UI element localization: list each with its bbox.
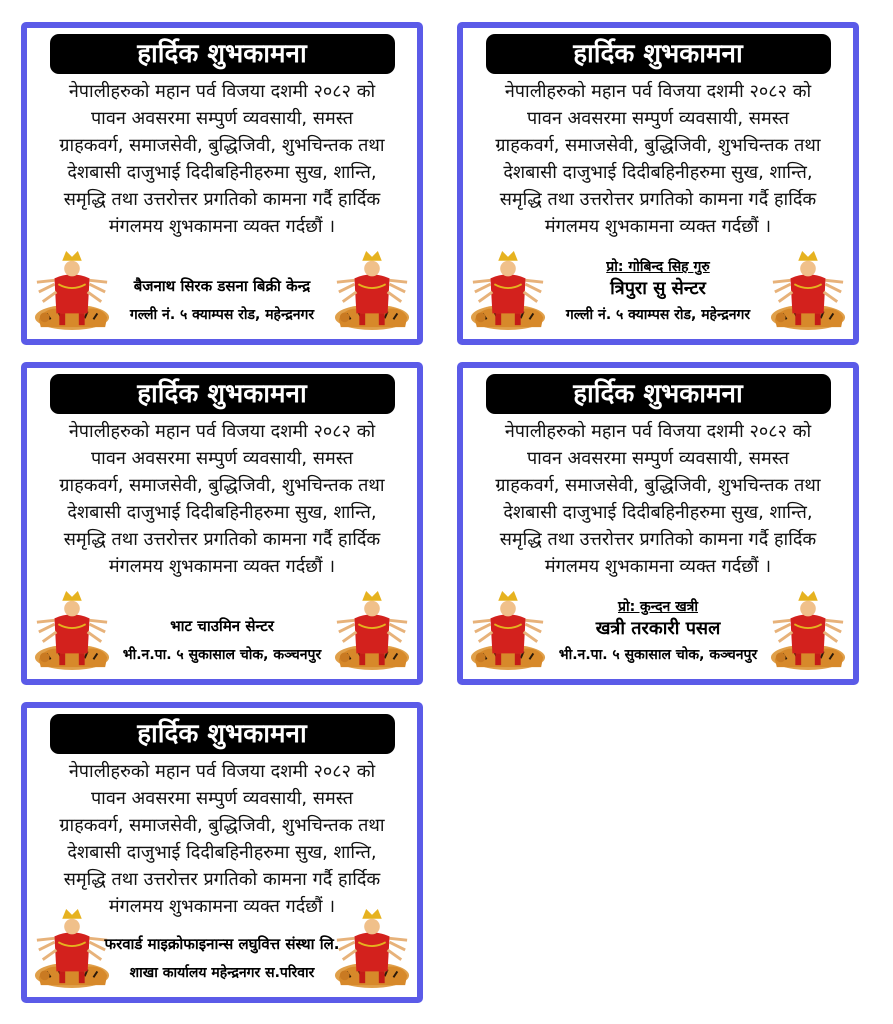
greeting-message: [471, 418, 845, 580]
message-line: ग्राहकवर्ग, समाजसेवी, बुद्धिजिवी, शुभचिन्तक तथा: [59, 815, 385, 836]
greeting-message: [35, 418, 409, 580]
message-line: मंगलमय शुभकामना व्यक्त गर्दछौं ।: [544, 556, 772, 577]
business-address: गल्ली नं. ५ क्याम्पस रोड, महेन्द्रनगर: [565, 307, 751, 323]
message-line: मंगलमय शुभकामना व्यक्त गर्दछौं ।: [544, 216, 772, 237]
business-name: बैजनाथ सिरक डसना बिक्री केन्द्र: [133, 277, 311, 295]
message-line: समृद्धि तथा उत्तरोत्तर प्रगतिको कामना गर्दै हार्दिक: [63, 529, 381, 550]
business-address: भी.न.पा. ५ सुकासाल चोक, कञ्चनपुर: [122, 647, 322, 663]
message-line: ग्राहकवर्ग, समाजसेवी, बुद्धिजिवी, शुभचिन्तक तथा: [495, 475, 821, 496]
message-line: पावन अवसरमा सम्पुर्ण व्यवसायी, समस्त: [90, 448, 354, 469]
message-line: समृद्धि तथा उत्तरोत्तर प्रगतिको कामना गर्दै हार्दिक: [63, 869, 381, 890]
card-title: हार्दिक शुभकामना: [486, 374, 831, 414]
business-block: [533, 597, 783, 669]
message-line: समृद्धि तथा उत्तरोत्तर प्रगतिको कामना गर्दै हार्दिक: [499, 529, 817, 550]
message-line: नेपालीहरुको महान पर्व विजया दशमी २०८२ को: [68, 421, 376, 442]
card-title: हार्दिक शुभकामना: [50, 34, 395, 74]
greeting-card: [21, 22, 423, 345]
message-line: पावन अवसरमा सम्पुर्ण व्यवसायी, समस्त: [90, 108, 354, 129]
proprietor-name: प्रो: गोबिन्द सिह गुरु: [606, 259, 710, 275]
business-block: [533, 257, 783, 329]
business-block: [97, 929, 347, 987]
message-line: नेपालीहरुको महान पर्व विजया दशमी २०८२ को: [504, 421, 812, 442]
business-name: फरवार्ड माइक्रोफाइनान्स लघुवित्त संस्था लि.: [104, 935, 340, 953]
business-address: शाखा कार्यालय महेन्द्रनगर स.परिवार: [129, 965, 315, 981]
message-line: देशबासी दाजुभाई दिदीबहिनीहरुमा सुख, शान्ति,: [67, 502, 377, 523]
greeting-message: [35, 758, 409, 920]
card-title: हार्दिक शुभकामना: [50, 374, 395, 414]
card-footer: [27, 245, 417, 333]
business-block: [97, 271, 347, 329]
message-line: ग्राहकवर्ग, समाजसेवी, बुद्धिजिवी, शुभचिन्तक तथा: [59, 475, 385, 496]
message-line: पावन अवसरमा सम्पुर्ण व्यवसायी, समस्त: [526, 448, 790, 469]
message-line: मंगलमय शुभकामना व्यक्त गर्दछौं ।: [108, 896, 336, 917]
card-footer: [463, 585, 853, 673]
greeting-card: [457, 22, 859, 345]
greeting-message: [471, 78, 845, 240]
message-line: नेपालीहरुको महान पर्व विजया दशमी २०८२ को: [68, 761, 376, 782]
greeting-card: [21, 702, 423, 1003]
business-name: खत्री तरकारी पसल: [595, 618, 721, 639]
message-line: नेपालीहरुको महान पर्व विजया दशमी २०८२ को: [504, 81, 812, 102]
card-footer: [463, 245, 853, 333]
card-title: हार्दिक शुभकामना: [486, 34, 831, 74]
message-line: समृद्धि तथा उत्तरोत्तर प्रगतिको कामना गर्दै हार्दिक: [63, 189, 381, 210]
message-line: नेपालीहरुको महान पर्व विजया दशमी २०८२ को: [68, 81, 376, 102]
card-footer: [27, 585, 417, 673]
card-footer: [27, 903, 417, 991]
message-line: देशबासी दाजुभाई दिदीबहिनीहरुमा सुख, शान्ति,: [67, 162, 377, 183]
business-address: गल्ली नं. ५ क्याम्पस रोड, महेन्द्रनगर: [129, 307, 315, 323]
greeting-card: [457, 362, 859, 685]
message-line: देशबासी दाजुभाई दिदीबहिनीहरुमा सुख, शान्ति,: [503, 162, 813, 183]
business-name: त्रिपुरा सु सेन्टर: [610, 278, 706, 299]
proprietor-name: प्रो: कुन्दन खत्री: [617, 599, 699, 615]
message-line: ग्राहकवर्ग, समाजसेवी, बुद्धिजिवी, शुभचिन्तक तथा: [59, 135, 385, 156]
card-title: हार्दिक शुभकामना: [50, 714, 395, 754]
greeting-message: [35, 78, 409, 240]
message-line: पावन अवसरमा सम्पुर्ण व्यवसायी, समस्त: [90, 788, 354, 809]
business-name: भाट चाउमिन सेन्टर: [170, 617, 274, 635]
message-line: मंगलमय शुभकामना व्यक्त गर्दछौं ।: [108, 556, 336, 577]
message-line: पावन अवसरमा सम्पुर्ण व्यवसायी, समस्त: [526, 108, 790, 129]
message-line: ग्राहकवर्ग, समाजसेवी, बुद्धिजिवी, शुभचिन्तक तथा: [495, 135, 821, 156]
business-block: [97, 611, 347, 669]
message-line: देशबासी दाजुभाई दिदीबहिनीहरुमा सुख, शान्ति,: [503, 502, 813, 523]
message-line: समृद्धि तथा उत्तरोत्तर प्रगतिको कामना गर्दै हार्दिक: [499, 189, 817, 210]
business-address: भी.न.पा. ५ सुकासाल चोक, कञ्चनपुर: [558, 647, 758, 663]
message-line: देशबासी दाजुभाई दिदीबहिनीहरुमा सुख, शान्ति,: [67, 842, 377, 863]
message-line: मंगलमय शुभकामना व्यक्त गर्दछौं ।: [108, 216, 336, 237]
greeting-card: [21, 362, 423, 685]
